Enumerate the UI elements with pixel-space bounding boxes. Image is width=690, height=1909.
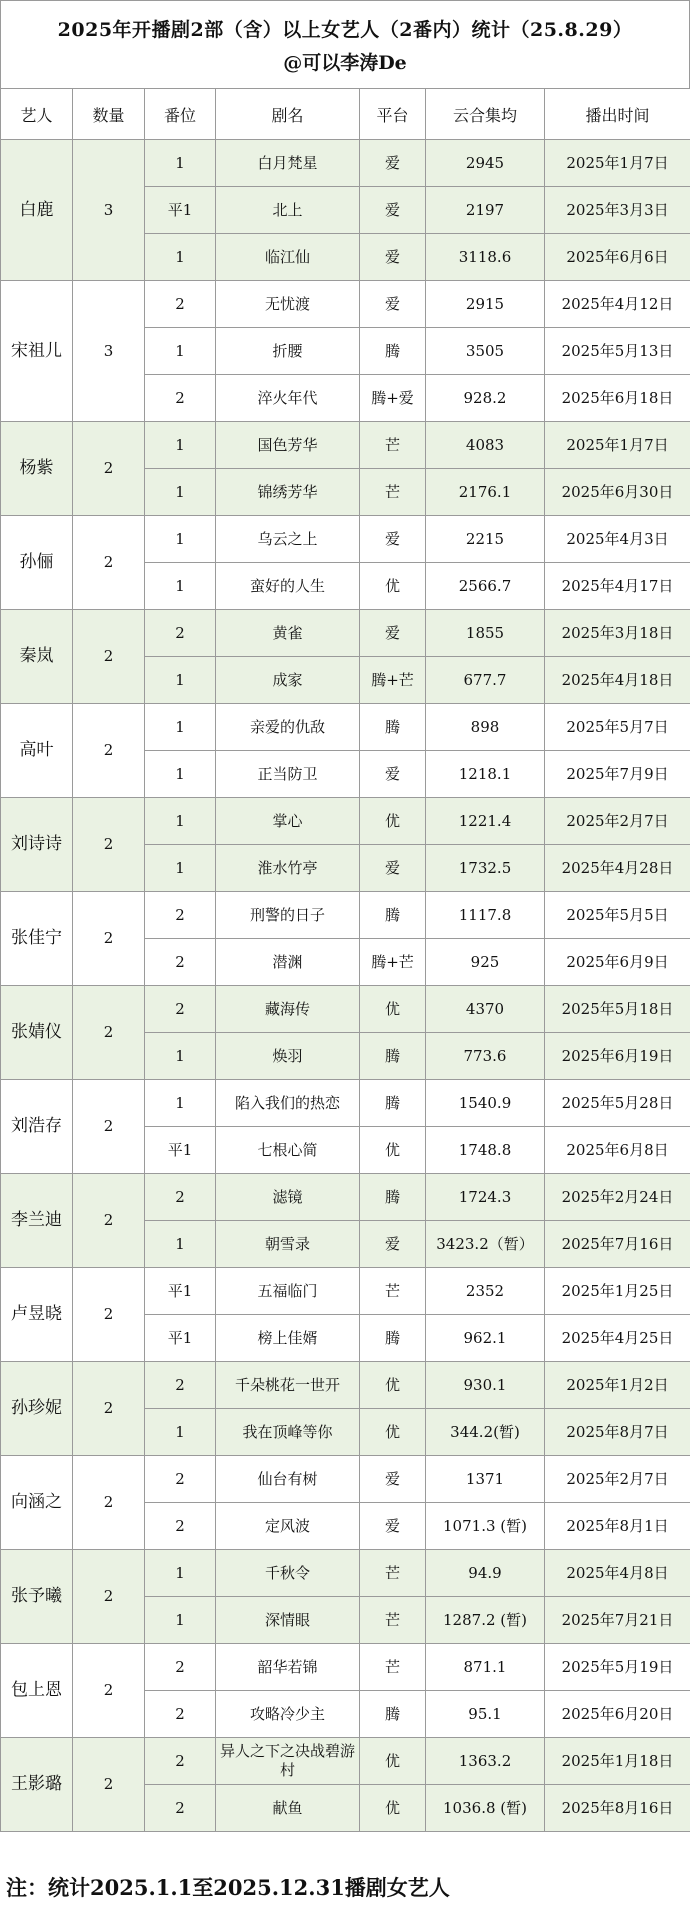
rank-cell: 2: [145, 986, 216, 1033]
count-cell: 3: [73, 140, 145, 281]
drama-cell: 攻略冷少主: [216, 1691, 360, 1738]
avg-rating-cell: 1540.9: [426, 1080, 545, 1127]
artist-cell: 孙俪: [1, 516, 73, 610]
drama-cell: 焕羽: [216, 1033, 360, 1080]
air-date-cell: 2025年6月20日: [545, 1691, 690, 1738]
air-date-cell: 2025年5月19日: [545, 1644, 690, 1691]
table-row: [1, 1174, 690, 1221]
air-date-cell: 2025年7月21日: [545, 1597, 690, 1644]
air-date-cell: 2025年3月3日: [545, 187, 690, 234]
air-date-cell: 2025年3月18日: [545, 610, 690, 657]
artist-cell: 张予曦: [1, 1550, 73, 1644]
avg-rating-cell: 3423.2（暂）: [426, 1221, 545, 1268]
platform-cell: 优: [360, 1785, 426, 1832]
platform-cell: 腾+芒: [360, 657, 426, 704]
platform-cell: 芒: [360, 469, 426, 516]
platform-cell: 爱: [360, 1503, 426, 1550]
air-date-cell: 2025年7月16日: [545, 1221, 690, 1268]
air-date-cell: 2025年5月13日: [545, 328, 690, 375]
rank-cell: 2: [145, 610, 216, 657]
air-date-cell: 2025年4月18日: [545, 657, 690, 704]
drama-cell: 仙台有树: [216, 1456, 360, 1503]
drama-cell: 锦绣芳华: [216, 469, 360, 516]
avg-rating-cell: 2945: [426, 140, 545, 187]
drama-cell: 亲爱的仇敌: [216, 704, 360, 751]
air-date-cell: 2025年8月7日: [545, 1409, 690, 1456]
air-date-cell: 2025年4月17日: [545, 563, 690, 610]
rank-cell: 1: [145, 422, 216, 469]
count-cell: 2: [73, 1080, 145, 1174]
drama-cell: 淬火年代: [216, 375, 360, 422]
artist-cell: 包上恩: [1, 1644, 73, 1738]
avg-rating-cell: 2352: [426, 1268, 545, 1315]
artist-cell: 白鹿: [1, 140, 73, 281]
avg-rating-cell: 677.7: [426, 657, 545, 704]
platform-cell: 芒: [360, 1644, 426, 1691]
avg-rating-cell: 2197: [426, 187, 545, 234]
count-cell: 2: [73, 892, 145, 986]
avg-rating-cell: 1724.3: [426, 1174, 545, 1221]
rank-cell: 平1: [145, 1127, 216, 1174]
rank-cell: 2: [145, 281, 216, 328]
platform-cell: 优: [360, 1738, 426, 1785]
platform-cell: 爱: [360, 845, 426, 892]
platform-cell: 爱: [360, 516, 426, 563]
count-cell: 2: [73, 986, 145, 1080]
platform-cell: 芒: [360, 422, 426, 469]
platform-cell: 优: [360, 986, 426, 1033]
platform-cell: 爱: [360, 187, 426, 234]
air-date-cell: 2025年5月5日: [545, 892, 690, 939]
table-row: [1, 281, 690, 328]
header-rank: 番位: [145, 89, 216, 140]
rank-cell: 1: [145, 704, 216, 751]
count-cell: 2: [73, 704, 145, 798]
drama-cell: 临江仙: [216, 234, 360, 281]
table-row: [1, 986, 690, 1033]
air-date-cell: 2025年7月9日: [545, 751, 690, 798]
avg-rating-cell: 2915: [426, 281, 545, 328]
drama-cell: 无忧渡: [216, 281, 360, 328]
drama-cell: 陷入我们的热恋: [216, 1080, 360, 1127]
drama-cell: 深情眼: [216, 1597, 360, 1644]
rank-cell: 1: [145, 1033, 216, 1080]
artist-cell: 孙珍妮: [1, 1362, 73, 1456]
air-date-cell: 2025年6月19日: [545, 1033, 690, 1080]
header-count: 数量: [73, 89, 145, 140]
table-row: [1, 1080, 690, 1127]
header-artist: 艺人: [1, 89, 73, 140]
platform-cell: 腾: [360, 892, 426, 939]
drama-cell: 榜上佳婿: [216, 1315, 360, 1362]
drama-cell: 乌云之上: [216, 516, 360, 563]
rank-cell: 平1: [145, 1315, 216, 1362]
avg-rating-cell: 962.1: [426, 1315, 545, 1362]
count-cell: 2: [73, 1362, 145, 1456]
avg-rating-cell: 4370: [426, 986, 545, 1033]
avg-rating-cell: 2176.1: [426, 469, 545, 516]
table-row: [1, 1550, 690, 1597]
avg-rating-cell: 344.2(暂): [426, 1409, 545, 1456]
table-row: [1, 1456, 690, 1503]
drama-cell: 折腰: [216, 328, 360, 375]
drama-cell: 成家: [216, 657, 360, 704]
avg-rating-cell: 3118.6: [426, 234, 545, 281]
air-date-cell: 2025年1月7日: [545, 422, 690, 469]
count-cell: 2: [73, 422, 145, 516]
air-date-cell: 2025年4月25日: [545, 1315, 690, 1362]
header-platform: 平台: [360, 89, 426, 140]
rank-cell: 2: [145, 1644, 216, 1691]
artist-cell: 李兰迪: [1, 1174, 73, 1268]
table-row: [1, 704, 690, 751]
table-row: [1, 140, 690, 187]
artist-cell: 刘诗诗: [1, 798, 73, 892]
air-date-cell: 2025年1月7日: [545, 140, 690, 187]
rank-cell: 1: [145, 563, 216, 610]
rank-cell: 1: [145, 657, 216, 704]
drama-cell: 掌心: [216, 798, 360, 845]
drama-cell: 国色芳华: [216, 422, 360, 469]
table-row: [1, 1738, 690, 1785]
platform-cell: 优: [360, 563, 426, 610]
author-handle: @可以李涛De: [283, 52, 407, 74]
drama-cell: 藏海传: [216, 986, 360, 1033]
count-cell: 3: [73, 281, 145, 422]
air-date-cell: 2025年8月16日: [545, 1785, 690, 1832]
air-date-cell: 2025年2月24日: [545, 1174, 690, 1221]
air-date-cell: 2025年6月18日: [545, 375, 690, 422]
avg-rating-cell: 1218.1: [426, 751, 545, 798]
platform-cell: 爱: [360, 751, 426, 798]
artist-cell: 张佳宁: [1, 892, 73, 986]
count-cell: 2: [73, 1644, 145, 1738]
platform-cell: 爱: [360, 281, 426, 328]
drama-cell: 正当防卫: [216, 751, 360, 798]
platform-cell: 腾: [360, 1080, 426, 1127]
air-date-cell: 2025年2月7日: [545, 798, 690, 845]
artist-cell: 高叶: [1, 704, 73, 798]
platform-cell: 腾: [360, 1315, 426, 1362]
artist-cell: 卢昱晓: [1, 1268, 73, 1362]
air-date-cell: 2025年4月28日: [545, 845, 690, 892]
artist-cell: 刘浩存: [1, 1080, 73, 1174]
rank-cell: 1: [145, 751, 216, 798]
platform-cell: 优: [360, 1409, 426, 1456]
count-cell: 2: [73, 1268, 145, 1362]
drama-cell: 蛮好的人生: [216, 563, 360, 610]
drama-cell: 淮水竹亭: [216, 845, 360, 892]
table-row: [1, 1268, 690, 1315]
drama-cell: 异人之下之决战碧游村: [216, 1738, 360, 1785]
platform-cell: 爱: [360, 1221, 426, 1268]
platform-cell: 芒: [360, 1268, 426, 1315]
avg-rating-cell: 2566.7: [426, 563, 545, 610]
drama-cell: 北上: [216, 187, 360, 234]
count-cell: 2: [73, 1456, 145, 1550]
table-row: [1, 892, 690, 939]
drama-cell: 五福临门: [216, 1268, 360, 1315]
rank-cell: 2: [145, 892, 216, 939]
platform-cell: 腾: [360, 1691, 426, 1738]
platform-cell: 芒: [360, 1597, 426, 1644]
count-cell: 2: [73, 1174, 145, 1268]
stats-table: [0, 88, 690, 1832]
air-date-cell: 2025年6月6日: [545, 234, 690, 281]
avg-rating-cell: 1221.4: [426, 798, 545, 845]
rank-cell: 1: [145, 234, 216, 281]
table-row: [1, 798, 690, 845]
air-date-cell: 2025年5月7日: [545, 704, 690, 751]
table-row: [1, 516, 690, 563]
table-row: [1, 1644, 690, 1691]
rank-cell: 1: [145, 328, 216, 375]
rank-cell: 2: [145, 1691, 216, 1738]
drama-cell: 潜渊: [216, 939, 360, 986]
air-date-cell: 2025年4月8日: [545, 1550, 690, 1597]
title-box: [0, 0, 690, 89]
platform-cell: 优: [360, 798, 426, 845]
drama-cell: 滤镜: [216, 1174, 360, 1221]
platform-cell: 腾: [360, 704, 426, 751]
count-cell: 2: [73, 1550, 145, 1644]
platform-cell: 优: [360, 1362, 426, 1409]
rank-cell: 1: [145, 469, 216, 516]
avg-rating-cell: 2215: [426, 516, 545, 563]
rank-cell: 2: [145, 1174, 216, 1221]
rank-cell: 1: [145, 1080, 216, 1127]
rank-cell: 平1: [145, 1268, 216, 1315]
air-date-cell: 2025年1月25日: [545, 1268, 690, 1315]
header-air-date: 播出时间: [545, 89, 690, 140]
count-cell: 2: [73, 1738, 145, 1832]
avg-rating-cell: 898: [426, 704, 545, 751]
drama-cell: 我在顶峰等你: [216, 1409, 360, 1456]
drama-cell: 千秋令: [216, 1550, 360, 1597]
header-row: [1, 89, 690, 140]
drama-cell: 韶华若锦: [216, 1644, 360, 1691]
rank-cell: 1: [145, 1409, 216, 1456]
platform-cell: 腾: [360, 1174, 426, 1221]
artist-cell: 张婧仪: [1, 986, 73, 1080]
avg-rating-cell: 930.1: [426, 1362, 545, 1409]
platform-cell: 腾: [360, 1033, 426, 1080]
footnote: 注：统计2025.1.1至2025.12.31播剧女艺人: [6, 1875, 450, 1900]
drama-cell: 白月梵星: [216, 140, 360, 187]
avg-rating-cell: 4083: [426, 422, 545, 469]
rank-cell: 2: [145, 939, 216, 986]
artist-cell: 王影璐: [1, 1738, 73, 1832]
platform-cell: 爱: [360, 1456, 426, 1503]
rank-cell: 1: [145, 1221, 216, 1268]
air-date-cell: 2025年5月18日: [545, 986, 690, 1033]
air-date-cell: 2025年1月2日: [545, 1362, 690, 1409]
count-cell: 2: [73, 610, 145, 704]
drama-cell: 七根心简: [216, 1127, 360, 1174]
page-title: 2025年开播剧2部（含）以上女艺人（2番内）统计（25.8.29）: [57, 19, 633, 41]
drama-cell: 刑警的日子: [216, 892, 360, 939]
air-date-cell: 2025年4月12日: [545, 281, 690, 328]
drama-cell: 定风波: [216, 1503, 360, 1550]
air-date-cell: 2025年4月3日: [545, 516, 690, 563]
air-date-cell: 2025年8月1日: [545, 1503, 690, 1550]
avg-rating-cell: 1363.2: [426, 1738, 545, 1785]
rank-cell: 2: [145, 375, 216, 422]
avg-rating-cell: 773.6: [426, 1033, 545, 1080]
air-date-cell: 2025年6月8日: [545, 1127, 690, 1174]
avg-rating-cell: 928.2: [426, 375, 545, 422]
rank-cell: 1: [145, 1597, 216, 1644]
avg-rating-cell: 3505: [426, 328, 545, 375]
platform-cell: 优: [360, 1127, 426, 1174]
artist-cell: 宋祖儿: [1, 281, 73, 422]
table-row: [1, 422, 690, 469]
avg-rating-cell: 1855: [426, 610, 545, 657]
drama-cell: 献鱼: [216, 1785, 360, 1832]
platform-cell: 爱: [360, 610, 426, 657]
platform-cell: 腾+爱: [360, 375, 426, 422]
header-avg-rating: 云合集均: [426, 89, 545, 140]
table-row: [1, 610, 690, 657]
avg-rating-cell: 871.1: [426, 1644, 545, 1691]
avg-rating-cell: 94.9: [426, 1550, 545, 1597]
rank-cell: 1: [145, 516, 216, 563]
rank-cell: 1: [145, 845, 216, 892]
drama-cell: 千朵桃花一世开: [216, 1362, 360, 1409]
count-cell: 2: [73, 798, 145, 892]
avg-rating-cell: 1071.3 (暂): [426, 1503, 545, 1550]
table-row: [1, 1362, 690, 1409]
platform-cell: 腾: [360, 328, 426, 375]
avg-rating-cell: 925: [426, 939, 545, 986]
air-date-cell: 2025年1月18日: [545, 1738, 690, 1785]
platform-cell: 芒: [360, 1550, 426, 1597]
air-date-cell: 2025年6月30日: [545, 469, 690, 516]
header-drama: 剧名: [216, 89, 360, 140]
artist-cell: 秦岚: [1, 610, 73, 704]
rank-cell: 1: [145, 140, 216, 187]
avg-rating-cell: 1036.8 (暂): [426, 1785, 545, 1832]
rank-cell: 2: [145, 1785, 216, 1832]
count-cell: 2: [73, 516, 145, 610]
platform-cell: 爱: [360, 234, 426, 281]
platform-cell: 腾+芒: [360, 939, 426, 986]
rank-cell: 2: [145, 1362, 216, 1409]
rank-cell: 1: [145, 798, 216, 845]
air-date-cell: 2025年2月7日: [545, 1456, 690, 1503]
avg-rating-cell: 1287.2 (暂): [426, 1597, 545, 1644]
air-date-cell: 2025年5月28日: [545, 1080, 690, 1127]
artist-cell: 杨紫: [1, 422, 73, 516]
avg-rating-cell: 1117.8: [426, 892, 545, 939]
rank-cell: 2: [145, 1738, 216, 1785]
avg-rating-cell: 1732.5: [426, 845, 545, 892]
rank-cell: 2: [145, 1456, 216, 1503]
avg-rating-cell: 1748.8: [426, 1127, 545, 1174]
table-body: [1, 140, 690, 1832]
artist-cell: 向涵之: [1, 1456, 73, 1550]
rank-cell: 平1: [145, 187, 216, 234]
air-date-cell: 2025年6月9日: [545, 939, 690, 986]
platform-cell: 爱: [360, 140, 426, 187]
drama-cell: 黄雀: [216, 610, 360, 657]
drama-cell: 朝雪录: [216, 1221, 360, 1268]
rank-cell: 2: [145, 1503, 216, 1550]
rank-cell: 1: [145, 1550, 216, 1597]
avg-rating-cell: 95.1: [426, 1691, 545, 1738]
avg-rating-cell: 1371: [426, 1456, 545, 1503]
